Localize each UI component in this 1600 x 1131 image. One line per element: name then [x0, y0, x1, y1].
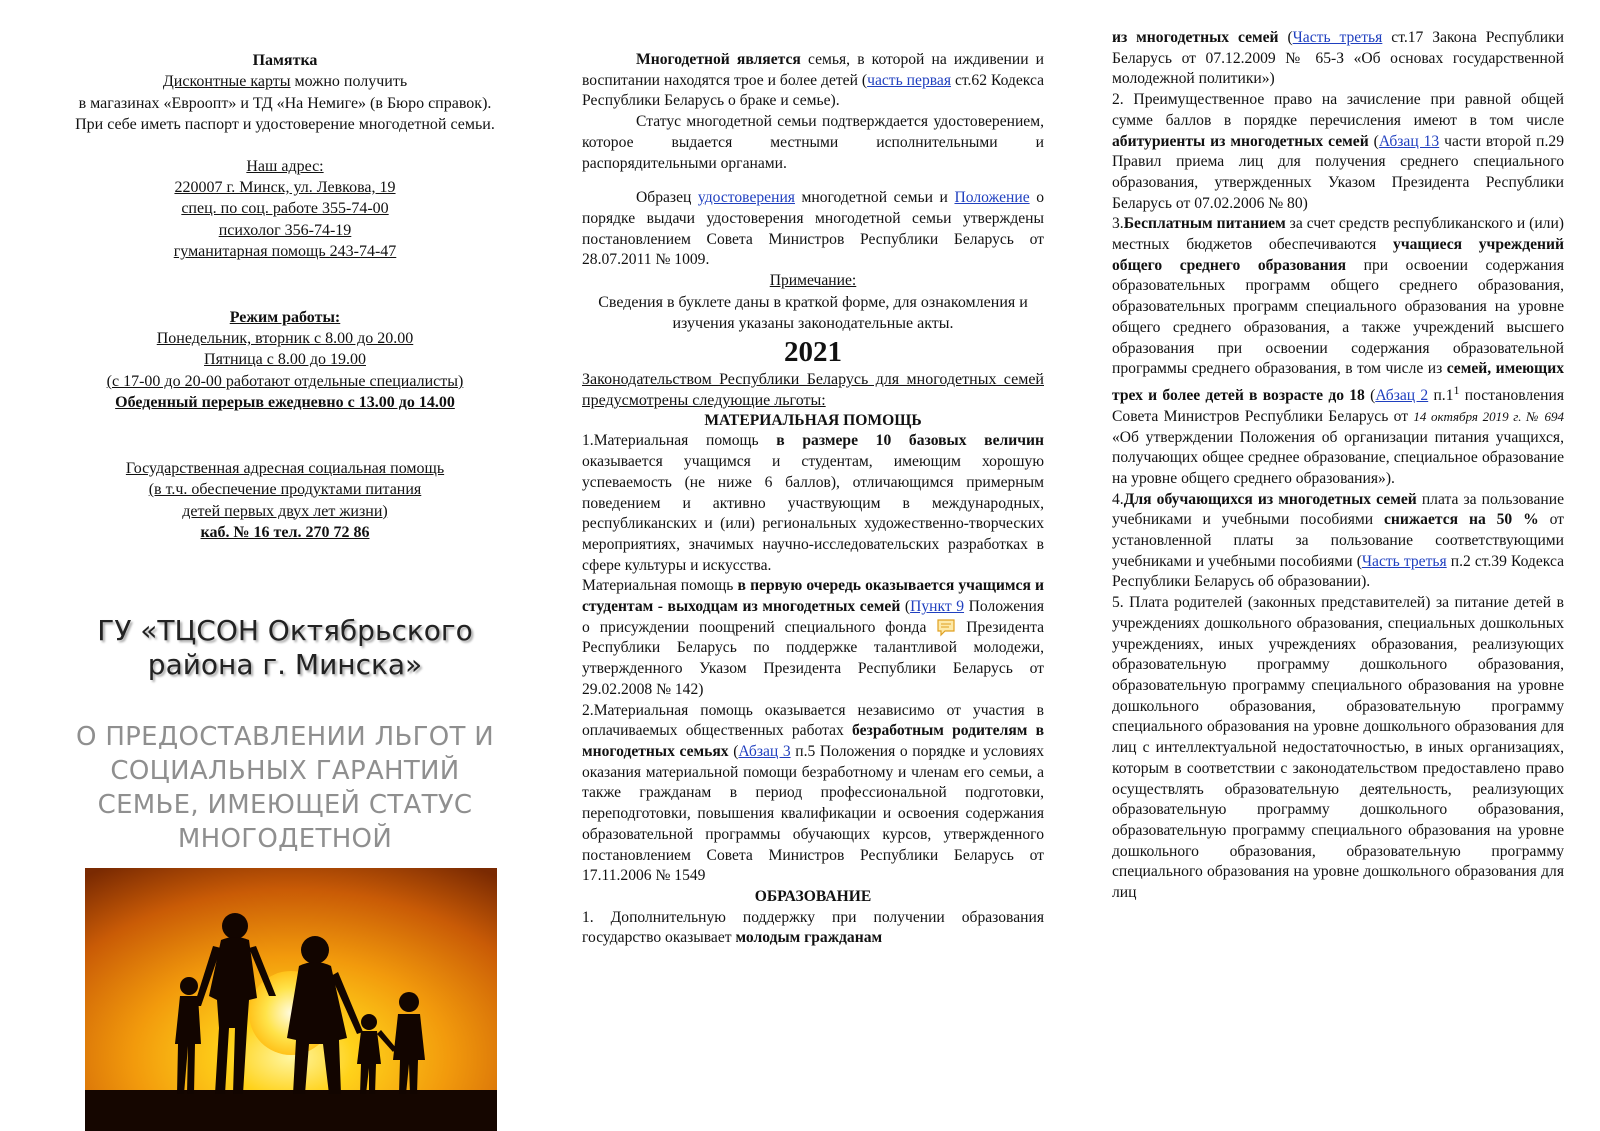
education-5: 5. Плата родителей (законных представителей) за питание детей в учреждениях дошкольного образования, специальных дошкольных учреждениях, иных учреждениях образования, реализующих образовательную программу дошкольного образования, образовательную программу специального образования на уровне дошкольного образования, образовательную программу специального образования на уровне дошкольного образования для лиц с интеллектуальной недостаточностью, в иных организациях, которым в соответствии с законодательством предоставлено право осуществлять образовательную деятельность, реализующих образовательную программу дошкольного образования, образовательную программу специального образования на уровне дошкольного образования, образовательную программу специального образования на уровне дошкольного образования для лиц: [1112, 594, 1564, 902]
law-link-paragraph-3[interactable]: Абзац 3: [738, 742, 791, 760]
education-4-num: 4.: [1112, 490, 1124, 508]
material-aid-1-rest: оказывается учащимся и студентам, имеющим хорошую успеваемость (не ниже 6 баллов), отличающимся примерным поведением и активно участвующим в международных, республиканских и (или) региональных художественно-творческих мероприятиях, значимых научно-исследовательских разработках в сфере культуры и искусства.: [582, 453, 1044, 574]
priority-text: Материальная помощь: [582, 577, 738, 595]
benefits-intro: Законодательством Республики Беларусь для многодетных семей предусмотрены следующие льготы:: [582, 370, 1044, 409]
year: 2021: [784, 335, 842, 368]
hours-specialists: (с 17-00 до 20-00 работают отдельные специалисты): [106, 372, 464, 390]
education-1c-paren: (: [1278, 29, 1293, 46]
education-3-paren: (: [1364, 387, 1376, 405]
education-4-text-2: от установленной платы за пользование соответствующими учебниками и учебными пособиями (: [1112, 511, 1564, 570]
education-1c-rest: ст.17 Закона Республики Беларусь от 07.12.2009 № 65-З «Об основах государственной молодежной политики»): [1112, 29, 1565, 88]
right-panel: [1112, 0, 1564, 1131]
heading-line3: СЕМЬЕ, ИМЕЮЩЕЙ СТАТУС: [97, 790, 473, 820]
law-link-part-three-code[interactable]: Часть третья: [1361, 552, 1447, 570]
sample-text: Образец: [636, 189, 698, 207]
education-2-bold: абитуриенты из многодетных семей: [1112, 132, 1369, 150]
certificate-link[interactable]: удостоверения: [697, 189, 795, 207]
heading-line4: МНОГОДЕТНОЙ: [177, 824, 393, 854]
status-paragraph: Статус многодетной семьи подтверждается удостоверением, которое выдается местными исполнительными и распорядительными органами.: [582, 113, 1044, 172]
material-aid-2-text: 2.Материальная помощь оказывается независимо от участия в оплачиваемых общественных работах: [582, 701, 1044, 740]
education-2-text: 2. Преимущественное право на зачисление при равной общей сумме баллов в порядке перечисления имеют в том числе: [1112, 91, 1564, 129]
memo-stores: в магазинах «Евроопт» и ТД «На Немиге» (в Бюро справок). При себе иметь паспорт и удостоверение многодетной семьи.: [75, 94, 495, 134]
material-aid-1-text: 1.Материальная помощь: [582, 432, 777, 450]
priority-text-2: Положения о присуждении поощрений специального фонда: [582, 598, 1044, 636]
education-4-text: плата за пользование учебниками и учебными пособиями: [1112, 490, 1564, 529]
hours-title: Режим работы:: [229, 308, 341, 326]
address-title: Наш адрес:: [246, 157, 324, 175]
education-3-bold-3: семей, имеющих трех и более детей в возрасте до 18: [1112, 360, 1564, 405]
education-2-rest: части второй п.29 Правил приема лиц для получения среднего специального образования, утвержденных Указом Президента Республики Беларусь от 07.02.2006 № 80): [1112, 132, 1564, 212]
org-name: [70, 614, 500, 682]
law-link-part-three[interactable]: Часть третья: [1292, 29, 1383, 46]
memo-block: [70, 50, 500, 543]
middle-content: [582, 50, 1044, 949]
material-aid-priority: [582, 576, 1044, 700]
material-aid-2-paren: (: [728, 742, 739, 760]
sample-text-3: о порядке выдачи удостоверения многодетной семьи утверждены постановлением Совета Министров Республики Беларусь от 28.07.2011 № 1009.: [582, 189, 1044, 269]
family-sunset-photo: [85, 868, 497, 1131]
section-material-aid: МАТЕРИАЛЬНАЯ ПОМОЩЬ: [704, 411, 922, 429]
education-4-rest: п.2 ст.39 Кодекса Республики Беларусь об образовании).: [1112, 552, 1565, 591]
material-aid-1-bold: в размере 10 базовых величин: [776, 432, 1044, 450]
memo-discount-line: [70, 71, 500, 92]
sample-paragraph: [582, 188, 1044, 271]
priority-text-3: Президента Республики Беларусь по поддержке талантливой молодежи, утвержденного Указом Президента Республики Беларусь от 29.02.2008 № 142): [582, 618, 1045, 698]
heading-line1: О ПРЕДОСТАВЛЕНИИ ЛЬГОТ И: [75, 722, 495, 752]
priority-paren: (: [900, 598, 911, 616]
sample-text-2: многодетной семьи и: [794, 189, 955, 207]
left-panel: [70, 0, 500, 1131]
section-education: ОБРАЗОВАНИЕ: [754, 887, 872, 905]
hours-fri: Пятница с 8.00 до 19.00: [204, 351, 366, 369]
education-3-num: 3.: [1112, 215, 1124, 233]
phone-aid: гуманитарная помощь 243-74-47: [173, 243, 397, 261]
education-3-date: 14 октября 2019 г. № 694: [1413, 408, 1564, 424]
education-3-text-3: постановления Совета Министров Республики Беларусь от: [1112, 387, 1564, 425]
law-link-paragraph-2[interactable]: Абзац 2: [1375, 387, 1429, 405]
definition-bold: Многодетной является: [636, 51, 801, 68]
booklet-heading: [58, 720, 512, 856]
material-aid-2: [582, 701, 1044, 887]
note-title: Примечание:: [769, 272, 857, 290]
right-content: [1112, 28, 1564, 904]
education-1-continued: [1112, 28, 1564, 90]
education-4-bold: Для обучающихся из многодетных семей: [1123, 490, 1417, 508]
education-3-text: за счет средств республиканского и (или) местных бюджетов обеспечиваются: [1112, 215, 1564, 254]
comment-icon[interactable]: [936, 618, 956, 638]
phone-psychologist: психолог 356-74-19: [218, 221, 352, 239]
education-2-paren: (: [1368, 132, 1379, 150]
education-2: [1112, 90, 1564, 214]
education-3-sup: 1: [1453, 382, 1460, 397]
gov-aid-office: каб. № 16 тел. 270 72 86: [200, 523, 370, 541]
lunch-break: Обеденный перерыв ежедневно с 13.00 до 14.00: [115, 394, 455, 412]
priority-bold: в первую очередь оказывается учащимся и студентам - выходцам из многодетных семей: [582, 577, 1045, 616]
education-3-bold: Бесплатным питанием: [1123, 215, 1286, 233]
org-name-line2: района г. Минска»: [147, 648, 423, 681]
material-aid-2-bold: безработным родителям в многодетных семьях: [582, 722, 1045, 760]
law-link-part-one[interactable]: часть первая: [867, 71, 951, 89]
heading-line2: СОЦИАЛЬНЫХ ГАРАНТИЙ: [110, 756, 460, 786]
gov-aid-title: Государственная адресная социальная помощь: [125, 459, 445, 477]
education-1-bold: молодым гражданам: [735, 929, 883, 947]
phone-social: спец. по соц. работе 355-74-00: [181, 200, 389, 218]
regulation-link[interactable]: Положение: [954, 189, 1030, 207]
definition-text-end: ст.62 Кодекса Республики Беларусь о браке и семье).: [582, 71, 1045, 110]
address: 220007 г. Минск, ул. Левкова, 19: [174, 179, 396, 197]
education-3-text-2: при освоении содержания образовательных программ общего среднего образования, образовательных программ специального образования на уровне общего среднего образования, а также учреждений высшего образования при освоении содержания образовательной программы среднего образования, в том числе из: [1112, 256, 1564, 378]
law-link-item-9[interactable]: Пункт 9: [910, 598, 965, 616]
education-1c-bold: из многодетных семей: [1112, 29, 1279, 46]
discount-cards-link[interactable]: Дисконтные карты: [162, 73, 291, 91]
material-aid-2-rest: п.5 Положения о порядке и условиях оказания материальной помощи безработному и членам его семьи, а также гражданам в период профессиональной подготовки, переподготовки, повышения квалификации и освоения содержания образовательной программы обучающих курсов, утвержденного постановлением Совета Министров Республики Беларусь от 17.11.2006 № 1549: [582, 742, 1044, 885]
memo-discount-text: можно получить: [290, 73, 408, 91]
org-name-line1: ГУ «ТЦСОН Октябрьского: [97, 614, 473, 647]
memo-title: Памятка: [252, 52, 318, 69]
gov-aid-food: (в т.ч. обеспечение продуктами питания: [148, 481, 422, 499]
education-1-text: 1. Дополнительную поддержку при получении образования государство оказывает: [582, 908, 1044, 947]
education-4: [1112, 490, 1564, 594]
education-1: [582, 908, 1044, 949]
education-3: [1112, 214, 1564, 489]
gov-aid-children: детей первых двух лет жизни): [182, 502, 388, 520]
hours-mon-tue: Понедельник, вторник с 8.00 до 20.00: [156, 330, 414, 348]
middle-panel: [582, 0, 1044, 1131]
education-3-bold-2: учащиеся учреждений общего среднего образования: [1112, 236, 1565, 274]
material-aid-1: [582, 431, 1044, 576]
definition-paragraph: [582, 50, 1044, 112]
note-text: Сведения в буклете даны в краткой форме, для ознакомления и изучения указаны законодательные акты.: [598, 293, 1028, 333]
education-3-point: п.1: [1428, 387, 1454, 405]
law-link-paragraph-13[interactable]: Абзац 13: [1378, 132, 1440, 150]
education-4-bold-2: снижается на 50 %: [1383, 511, 1539, 529]
education-3-rest: «Об утверждении Положения об организации питания учащихся, получающих общее среднее образование, специальное образование на уровне общего среднего образования»).: [1112, 428, 1564, 487]
definition-text: семья, в которой на иждивении и воспитании находятся трое и более детей (: [582, 51, 1045, 89]
